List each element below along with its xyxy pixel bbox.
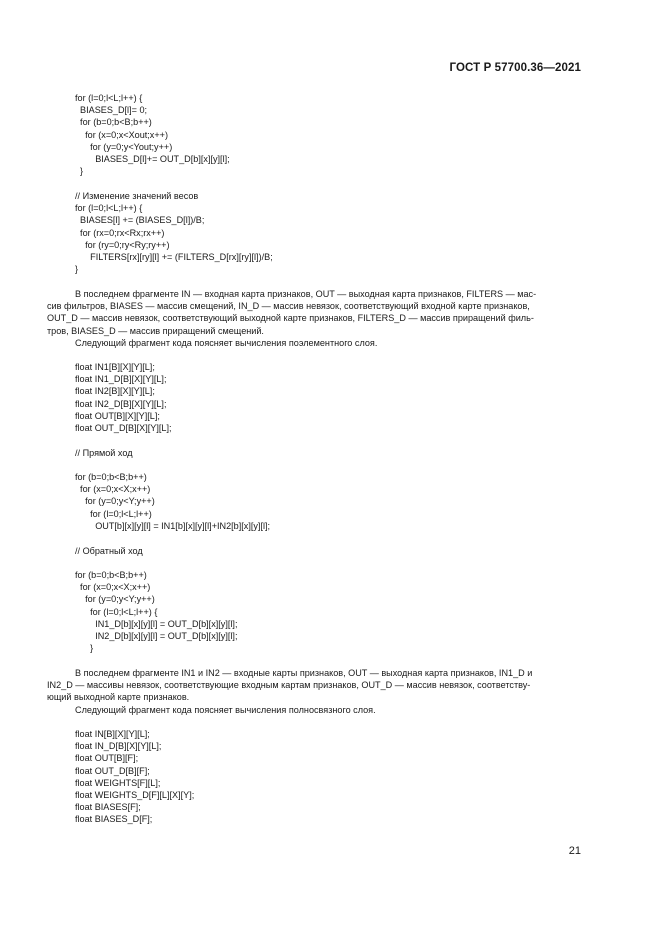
code-line: BIASES_D[l]+= OUT_D[b][x][y][l]; [75,154,230,165]
code-line: } [75,166,84,177]
code-line: float OUT[B][X][Y][L]; [75,410,160,421]
code-line: float IN_D[B][X][Y][L]; [75,741,162,752]
paragraph-line: Следующий фрагмент кода поясняет вычисления полносвязного слоя. [75,705,376,715]
page-number: 21 [568,845,581,857]
code-line: for (l=0;l<L;l++) { [75,93,143,103]
code-line: // Обратный ход [75,546,143,556]
code-line: for (b=0;b<B;b++) [75,472,147,482]
code-line: float IN2[B][X][Y][L]; [75,386,155,397]
code-line: for (x=0;x<X;x++) [75,582,151,593]
code-line: float BIASES[F]; [75,802,141,813]
paragraph-elementwise-legend [47,667,585,704]
code-comment-forward-pass [75,447,585,459]
code-line: for (l=0;l<L;l++) { [75,606,158,617]
code-line: for (l=0;l<L;l++) [75,508,152,519]
paragraph-line: В последнем фрагменте IN — входная карта признаков, OUT — выходная карта признаков, FILTERS — мас- [75,289,537,299]
code-line: for (y=0;y<Yout;y++) [75,141,173,152]
code-line: for (b=0;b<B;b++) [75,117,152,128]
code-line: float IN1[B][X][Y][L]; [75,362,155,372]
paragraph-elementwise-intro [47,337,585,349]
code-block-elementwise-declarations [75,361,585,434]
paragraph-convolution-legend [47,288,585,337]
document-code-header: ГОСТ Р 57700.36—2021 [449,62,581,74]
paragraph-line: ющий выходной карте признаков. [47,692,190,703]
code-comment-backward-pass [75,545,585,557]
paragraph-line: сив фильтров, BIASES — массив смещений, IN_D — массив невязок, соответствующий входной карте признаков, [47,301,530,312]
code-line: float OUT[B][F]; [75,753,139,764]
code-line: float WEIGHTS[F][L]; [75,777,161,788]
code-block-biases-gradient [75,92,585,177]
code-line: for (b=0;b<B;b++) [75,570,147,580]
paragraph-line: тров, BIASES_D — массив приращений смещений. [47,325,264,336]
paragraph-line: В последнем фрагменте IN1 и IN2 — входные карты признаков, OUT — выходная карта признаков, IN1_D и [75,668,533,678]
code-block-fully-connected-declarations [75,728,585,826]
code-line: BIASES_D[l]= 0; [75,105,148,116]
code-line: float OUT_D[B][F]; [75,765,150,776]
code-line: for (y=0;y<Y;y++) [75,594,155,605]
paragraph-fully-connected-intro [47,704,585,716]
code-block-forward-pass [75,471,585,532]
code-line: IN2_D[b][x][y][l] = OUT_D[b][x][y][l]; [75,631,238,642]
code-line: float BIASES_D[F]; [75,814,153,825]
code-line: for (y=0;y<Y;y++) [75,496,155,507]
code-line: // Прямой ход [75,448,133,458]
code-line: BIASES[l] += (BIASES_D[l])/B; [75,215,205,226]
code-block-weight-update [75,190,585,275]
code-line: OUT[b][x][y][l] = IN1[b][x][y][l]+IN2[b][x][y][l]; [75,520,271,531]
code-line: IN1_D[b][x][y][l] = OUT_D[b][x][y][l]; [75,618,238,629]
code-line: float IN[B][X][Y][L]; [75,729,150,739]
code-line: float WEIGHTS_D[F][L][X][Y]; [75,790,195,801]
paragraph-line: Следующий фрагмент кода поясняет вычисления поэлементного слоя. [75,338,378,348]
code-line: } [75,643,94,654]
code-line: for (x=0;x<X;x++) [75,484,151,495]
code-line: for (x=0;x<Xout;x++) [75,129,169,140]
code-line: FILTERS[rx][ry][l] += (FILTERS_D[rx][ry][l])/B; [75,252,273,263]
code-line: float IN2_D[B][X][Y][L]; [75,398,167,409]
paragraph-line: IN2_D — массивы невязок, соответствующие входным картам признаков, OUT_D — массив невязок, соответству- [47,680,531,691]
code-line: float IN1_D[B][X][Y][L]; [75,374,167,385]
code-line: // Изменение значений весов [75,191,199,201]
code-line: for (l=0;l<L;l++) { [75,203,143,214]
code-line: for (ry=0;ry<Ry;ry++) [75,239,170,250]
code-line: } [75,264,79,275]
code-line: float OUT_D[B][X][Y][L]; [75,423,172,434]
code-line: for (rx=0;rx<Rx;rx++) [75,227,165,238]
code-block-backward-pass [75,569,585,654]
paragraph-line: OUT_D — массив невязок, соответствующий выходной карте признаков, FILTERS_D — массив приращений филь- [47,313,534,324]
